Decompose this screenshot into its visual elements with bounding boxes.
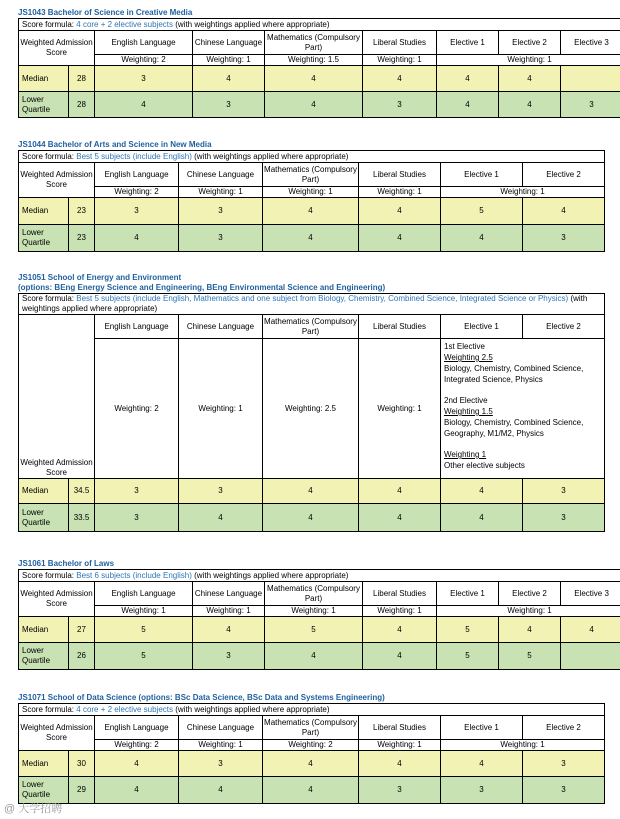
weighted-admission-score-label: Weighted Admission Score (19, 315, 95, 479)
lower-quartile-value: 3 (193, 643, 265, 670)
median-value: 3 (523, 479, 605, 504)
watermark: @ 大学招聘 (4, 803, 63, 815)
median-value: 5 (265, 617, 363, 643)
subject-header: Elective 1 (437, 582, 499, 606)
lower-quartile-value: 3 (441, 777, 523, 804)
lower-quartile-value: 5 (437, 643, 499, 670)
score-formula: Score formula: 4 core + 2 elective subjects (with weightings applied where appropriate) (19, 19, 620, 31)
lower-quartile-value: 3 (523, 225, 605, 252)
lower-quartile-label: Lower Quartile (19, 777, 69, 804)
subject-header: Chinese Language (193, 31, 265, 55)
subject-header: Elective 1 (441, 315, 523, 339)
subject-header: Elective 1 (441, 163, 523, 187)
median-value: 5 (95, 617, 193, 643)
median-label: Median (19, 198, 69, 225)
subject-header: Mathematics (Compulsory Part) (263, 315, 359, 339)
subject-header: Mathematics (Compulsory Part) (265, 31, 363, 55)
median-value: 3 (95, 479, 179, 504)
program-title: JS1044 Bachelor of Arts and Science in New Media (18, 140, 212, 149)
weighting: Weighting: 1 (359, 339, 441, 479)
lower-quartile-value: 4 (265, 643, 363, 670)
subject-header: Elective 1 (441, 716, 523, 740)
median-score: 28 (69, 66, 95, 92)
median-value: 3 (95, 198, 179, 225)
subject-header: Liberal Studies (359, 163, 441, 187)
median-value: 4 (193, 66, 265, 92)
lower-quartile-value: 4 (441, 225, 523, 252)
lower-quartile-value: 4 (441, 504, 523, 532)
formula-highlight: Best 5 subjects (include English) (76, 151, 192, 161)
score-table (18, 703, 605, 804)
median-value: 4 (263, 479, 359, 504)
weighted-admission-score-label: Weighted Admission Score (19, 163, 95, 198)
lower-quartile-label: Lower Quartile (19, 225, 69, 252)
subject-header: Mathematics (Compulsory Part) (265, 582, 363, 606)
median-value: 3 (179, 479, 263, 504)
weighting: Weighting: 2 (95, 55, 193, 66)
weighted-admission-score-label: Weighted Admission Score (19, 582, 95, 617)
subject-header: Elective 2 (499, 582, 561, 606)
median-value: 5 (441, 198, 523, 225)
lower-quartile-value: 4 (95, 777, 179, 804)
lower-quartile-label: Lower Quartile (19, 643, 69, 670)
median-value: 4 (265, 66, 363, 92)
subject-header: Chinese Language (179, 315, 263, 339)
median-value: 4 (263, 751, 359, 777)
subject-header: Chinese Language (179, 716, 263, 740)
score-table (18, 18, 620, 118)
median-score: 34.5 (69, 479, 95, 504)
median-value (561, 66, 620, 92)
median-value: 4 (263, 198, 359, 225)
lower-quartile-value: 4 (263, 777, 359, 804)
weighting: Weighting: 1.5 (265, 55, 363, 66)
lower-quartile-score: 23 (69, 225, 95, 252)
weighting: Weighting: 2 (95, 187, 179, 198)
weighting: Weighting: 1 (359, 740, 441, 751)
subject-header: Liberal Studies (363, 31, 437, 55)
subject-header: Elective 2 (499, 31, 561, 55)
median-value: 4 (437, 66, 499, 92)
weighting: Weighting: 1 (441, 187, 605, 198)
median-score: 27 (69, 617, 95, 643)
median-value: 4 (441, 751, 523, 777)
subject-header: Liberal Studies (359, 716, 441, 740)
program-title: JS1051 School of Energy and Environment (18, 273, 182, 282)
median-value: 3 (95, 66, 193, 92)
lower-quartile-value: 4 (263, 504, 359, 532)
median-value: 4 (441, 479, 523, 504)
program-title: JS1043 Bachelor of Science in Creative Media (18, 8, 193, 17)
median-value: 4 (363, 66, 437, 92)
subject-header: Mathematics (Compulsory Part) (263, 163, 359, 187)
lower-quartile-value: 4 (437, 92, 499, 118)
subject-header: Elective 1 (437, 31, 499, 55)
weighting: Weighting: 1 (359, 187, 441, 198)
weighted-admission-score-label: Weighted Admission Score (19, 716, 95, 751)
median-label: Median (19, 751, 69, 777)
subject-header: Chinese Language (193, 582, 265, 606)
weighted-admission-score-label: Weighted Admission Score (19, 31, 95, 66)
subject-header: English Language (95, 582, 193, 606)
lower-quartile-value: 3 (523, 504, 605, 532)
weighting: Weighting: 1 (179, 740, 263, 751)
formula-highlight: 4 core + 2 elective subjects (76, 704, 173, 714)
lower-quartile-value: 3 (179, 225, 263, 252)
lower-quartile-value: 4 (265, 92, 363, 118)
subject-header: Elective 2 (523, 716, 605, 740)
weighting: Weighting: 1 (437, 55, 620, 66)
lower-quartile-label: Lower Quartile (19, 92, 69, 118)
score-table (18, 293, 605, 532)
weighting: Weighting: 1 (193, 606, 265, 617)
lower-quartile-score: 28 (69, 92, 95, 118)
section-js1071 (18, 693, 604, 804)
median-label: Median (19, 617, 69, 643)
median-value: 4 (499, 617, 561, 643)
median-value: 4 (363, 617, 437, 643)
weighting: Weighting: 1 (193, 55, 265, 66)
weighting: Weighting: 1 (437, 606, 620, 617)
subject-header: Elective 2 (523, 163, 605, 187)
weighting: Weighting: 1 (179, 339, 263, 479)
lower-quartile-label: Lower Quartile (19, 504, 69, 532)
elective-weighting-note: 1st Elective Weighting 2.5 Biology, Chemistry, Combined Science, Integrated Science, Physics 2nd Elective Weighting 1.5 Biology, Chemistry, Combined Science, Geography, M1/M2, Physics Weighting 1 Other elective subjects (441, 339, 605, 479)
lower-quartile-value: 3 (193, 92, 265, 118)
median-score: 30 (69, 751, 95, 777)
median-value: 4 (359, 198, 441, 225)
weighting: Weighting: 1 (363, 55, 437, 66)
section-js1044 (18, 140, 604, 252)
subject-header: English Language (95, 31, 193, 55)
lower-quartile-value: 5 (95, 643, 193, 670)
formula-highlight: Best 6 subjects (include English) (76, 570, 192, 580)
median-value: 4 (359, 479, 441, 504)
median-value: 4 (561, 617, 620, 643)
subject-header: Liberal Studies (359, 315, 441, 339)
median-value: 5 (437, 617, 499, 643)
score-formula: Score formula: Best 5 subjects (include English) (with weightings applied where appropriate) (19, 151, 605, 163)
section-js1043 (18, 8, 609, 118)
median-value: 4 (523, 198, 605, 225)
lower-quartile-value: 5 (499, 643, 561, 670)
score-formula: Score formula: 4 core + 2 elective subjects (with weightings applied where appropriate) (19, 704, 605, 716)
score-formula: Score formula: Best 6 subjects (include English) (with weightings applied where appropriate) (19, 570, 620, 582)
weighting: Weighting: 1 (265, 606, 363, 617)
lower-quartile-value: 4 (359, 504, 441, 532)
median-value: 4 (95, 751, 179, 777)
median-score: 23 (69, 198, 95, 225)
median-value: 4 (359, 751, 441, 777)
lower-quartile-score: 33.5 (69, 504, 95, 532)
weighting: Weighting: 2 (95, 740, 179, 751)
lower-quartile-value: 4 (359, 225, 441, 252)
subject-header: Chinese Language (179, 163, 263, 187)
section-js1051 (18, 273, 604, 532)
median-label: Median (19, 66, 69, 92)
subject-header: English Language (95, 716, 179, 740)
lower-quartile-value: 4 (95, 92, 193, 118)
lower-quartile-value: 3 (359, 777, 441, 804)
score-table (18, 150, 605, 252)
score-table (18, 569, 620, 670)
lower-quartile-value: 4 (263, 225, 359, 252)
weighting: Weighting: 2.5 (263, 339, 359, 479)
lower-quartile-value: 3 (523, 777, 605, 804)
weighting: Weighting: 1 (179, 187, 263, 198)
subject-header: English Language (95, 315, 179, 339)
median-value: 3 (523, 751, 605, 777)
median-label: Median (19, 479, 69, 504)
formula-highlight: 4 core + 2 elective subjects (76, 19, 173, 29)
weighting: Weighting: 2 (263, 740, 359, 751)
lower-quartile-value (561, 643, 620, 670)
lower-quartile-value: 4 (499, 92, 561, 118)
program-options: (options: BEng Energy Science and Engineering, BEng Environmental Science and Engineering) (18, 283, 386, 292)
subject-header: Elective 3 (561, 31, 620, 55)
weighting: Weighting: 2 (95, 339, 179, 479)
score-formula: Score formula: Best 5 subjects (include English, Mathematics and one subject from Biology, Chemistry, Combined Science, Integrated Science or Physics) (with weightings applied where appropriate) (19, 294, 605, 315)
lower-quartile-value: 3 (363, 92, 437, 118)
weighting: Weighting: 1 (95, 606, 193, 617)
lower-quartile-value: 4 (179, 777, 263, 804)
subject-header: Liberal Studies (363, 582, 437, 606)
program-title: JS1071 School of Data Science (options: BSc Data Science, BSc Data and Systems Engineering) (18, 693, 385, 702)
lower-quartile-score: 29 (69, 777, 95, 804)
lower-quartile-value: 4 (179, 504, 263, 532)
lower-quartile-value: 4 (95, 225, 179, 252)
program-title: JS1061 Bachelor of Laws (18, 559, 115, 568)
lower-quartile-value: 4 (363, 643, 437, 670)
weighting: Weighting: 1 (263, 187, 359, 198)
lower-quartile-score: 26 (69, 643, 95, 670)
subject-header: English Language (95, 163, 179, 187)
lower-quartile-value: 3 (561, 92, 620, 118)
lower-quartile-value: 3 (95, 504, 179, 532)
section-js1061 (18, 559, 609, 670)
weighting: Weighting: 1 (441, 740, 605, 751)
weighting: Weighting: 1 (363, 606, 437, 617)
subject-header: Mathematics (Compulsory Part) (263, 716, 359, 740)
subject-header: Elective 3 (561, 582, 620, 606)
median-value: 4 (499, 66, 561, 92)
median-value: 4 (193, 617, 265, 643)
formula-highlight: Best 5 subjects (include English, Mathematics and one subject from Biology, Chemistry, Combined Science, Integrated Science or Physics) (76, 294, 569, 303)
median-value: 3 (179, 751, 263, 777)
median-value: 3 (179, 198, 263, 225)
subject-header: Elective 2 (523, 315, 605, 339)
